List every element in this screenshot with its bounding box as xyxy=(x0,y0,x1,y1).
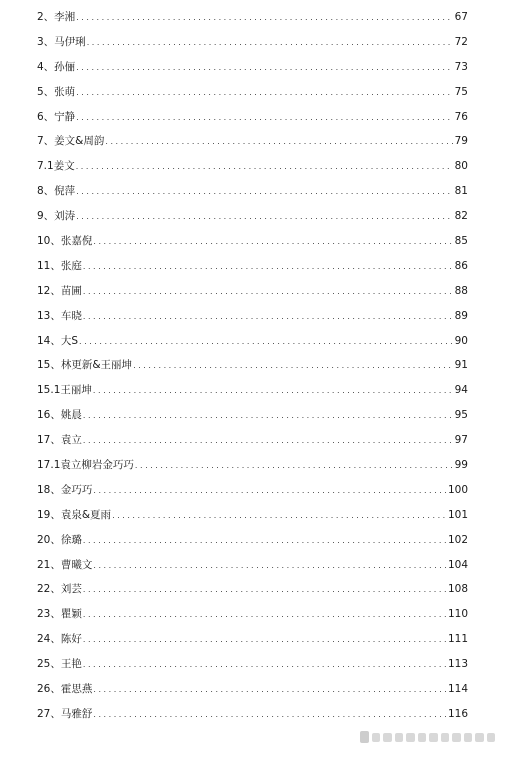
toc-dot-leader xyxy=(83,310,453,324)
toc-page-number: 73 xyxy=(454,60,468,73)
toc-entry-title: 17、袁立 xyxy=(37,434,82,447)
toc-entry[interactable] xyxy=(37,483,468,508)
watermark-glyph xyxy=(464,733,472,742)
toc-page-number: 108 xyxy=(447,583,468,596)
toc-entry[interactable] xyxy=(37,309,468,334)
toc-entry[interactable] xyxy=(37,10,468,35)
toc-page-number: 110 xyxy=(447,608,468,621)
toc-page-number: 67 xyxy=(454,11,468,23)
toc-entry-title: 18、金巧巧 xyxy=(37,483,93,496)
toc-page-number: 88 xyxy=(454,284,468,297)
toc-entry-title: 6、宁静 xyxy=(37,110,76,123)
toc-entry[interactable] xyxy=(37,582,468,607)
toc-dot-leader xyxy=(93,708,446,722)
toc-entry-title: 15.1王丽坤 xyxy=(37,384,92,397)
watermark-glyph xyxy=(487,733,495,742)
toc-entry[interactable] xyxy=(37,284,468,309)
toc-page-number: 85 xyxy=(454,235,468,248)
toc-dot-leader xyxy=(83,534,446,548)
toc-entry[interactable] xyxy=(37,632,468,657)
toc-entry-title: 14、大S xyxy=(37,334,79,347)
watermark xyxy=(358,729,500,745)
toc-entry[interactable] xyxy=(37,110,468,135)
toc-dot-leader xyxy=(83,658,446,672)
toc-entry-title: 27、马雅舒 xyxy=(37,707,93,720)
toc-entry[interactable] xyxy=(37,358,468,383)
table-of-contents xyxy=(37,10,468,732)
toc-page-number: 82 xyxy=(454,210,468,223)
toc-page-number: 89 xyxy=(454,309,468,322)
watermark-glyph xyxy=(429,733,438,742)
toc-entry-title: 7、姜文&周韵 xyxy=(37,135,105,148)
toc-dot-leader xyxy=(87,36,453,50)
toc-dot-leader xyxy=(83,583,446,597)
toc-page-number: 79 xyxy=(454,135,468,148)
toc-entry-title: 7.1姜文 xyxy=(37,160,75,173)
toc-entry[interactable] xyxy=(37,533,468,558)
toc-dot-leader xyxy=(105,135,452,149)
watermark-glyph xyxy=(475,733,484,742)
toc-entry[interactable] xyxy=(37,209,468,234)
toc-page-number: 116 xyxy=(447,707,468,720)
toc-dot-leader xyxy=(83,633,446,647)
toc-entry-title: 4、孙俪 xyxy=(37,60,76,73)
toc-page-number: 75 xyxy=(454,85,468,98)
toc-entry-title: 23、瞿颖 xyxy=(37,608,82,621)
toc-dot-leader xyxy=(93,384,453,398)
toc-entry-title: 19、袁泉&夏雨 xyxy=(37,508,112,521)
toc-dot-leader xyxy=(135,459,453,473)
toc-page-number: 81 xyxy=(454,185,468,198)
toc-dot-leader xyxy=(76,160,453,174)
toc-dot-leader xyxy=(83,409,453,423)
watermark-glyph xyxy=(452,733,461,742)
toc-entry-title: 13、车晓 xyxy=(37,309,82,322)
toc-dot-leader xyxy=(83,285,453,299)
toc-entry[interactable] xyxy=(37,383,468,408)
toc-page-number: 102 xyxy=(447,533,468,546)
toc-entry-title: 15、林更新&王丽坤 xyxy=(37,359,133,372)
toc-entry[interactable] xyxy=(37,433,468,458)
toc-entry-title: 12、苗圃 xyxy=(37,284,82,297)
toc-entry-title: 5、张萌 xyxy=(37,85,76,98)
toc-entry[interactable] xyxy=(37,657,468,682)
toc-entry[interactable] xyxy=(37,259,468,284)
toc-entry[interactable] xyxy=(37,682,468,707)
toc-dot-leader xyxy=(76,86,452,100)
toc-page-number: 99 xyxy=(454,459,468,472)
toc-page-number: 72 xyxy=(454,35,468,48)
toc-entry-title: 16、姚晨 xyxy=(37,409,82,422)
toc-entry-title: 24、陈好 xyxy=(37,633,82,646)
toc-entry[interactable] xyxy=(37,134,468,159)
toc-entry-title: 2、李湘 xyxy=(37,11,76,23)
toc-page-number: 91 xyxy=(454,359,468,372)
toc-entry[interactable] xyxy=(37,558,468,583)
toc-entry[interactable] xyxy=(37,607,468,632)
toc-entry[interactable] xyxy=(37,508,468,533)
toc-entry-title: 3、马伊琍 xyxy=(37,35,86,48)
toc-dot-leader xyxy=(93,683,446,697)
watermark-glyph xyxy=(418,733,426,742)
weibo-watermark-icon xyxy=(358,730,500,744)
toc-page-number: 113 xyxy=(447,658,468,671)
watermark-glyph xyxy=(441,733,449,742)
toc-dot-leader xyxy=(93,484,446,498)
watermark-glyph xyxy=(406,733,415,742)
toc-entry[interactable] xyxy=(37,458,468,483)
toc-entry-title: 11、张庭 xyxy=(37,259,82,272)
toc-dot-leader xyxy=(93,559,446,573)
toc-page-number: 86 xyxy=(454,259,468,272)
toc-entry[interactable] xyxy=(37,159,468,184)
toc-page-number: 114 xyxy=(447,683,468,696)
toc-dot-leader xyxy=(79,335,453,349)
toc-page-number: 100 xyxy=(447,483,468,496)
toc-dot-leader xyxy=(133,359,453,373)
toc-dot-leader xyxy=(76,11,452,25)
toc-entry-title: 21、曹曦文 xyxy=(37,558,93,571)
toc-entry-title: 22、刘芸 xyxy=(37,583,82,596)
toc-page-number: 95 xyxy=(454,409,468,422)
toc-dot-leader xyxy=(83,608,446,622)
toc-page-number: 101 xyxy=(447,508,468,521)
toc-entry[interactable] xyxy=(37,334,468,359)
toc-page-number: 94 xyxy=(454,384,468,397)
toc-dot-leader xyxy=(83,260,453,274)
watermark-glyph xyxy=(395,733,403,742)
toc-dot-leader xyxy=(83,434,453,448)
toc-page-number: 111 xyxy=(447,633,468,646)
toc-entry-title: 9、刘涛 xyxy=(37,210,76,223)
toc-page-number: 104 xyxy=(447,558,468,571)
toc-page-number: 76 xyxy=(454,110,468,123)
toc-entry-title: 25、王艳 xyxy=(37,658,82,671)
toc-dot-leader xyxy=(93,235,452,249)
toc-entry[interactable] xyxy=(37,234,468,259)
toc-entry-title: 26、霍思燕 xyxy=(37,683,93,696)
toc-page-number: 90 xyxy=(454,334,468,347)
watermark-glyph xyxy=(383,733,392,742)
toc-entry[interactable] xyxy=(37,60,468,85)
toc-entry-title: 20、徐璐 xyxy=(37,533,82,546)
toc-page-number: 97 xyxy=(454,434,468,447)
watermark-glyph xyxy=(360,731,369,743)
watermark-glyph xyxy=(372,733,380,742)
toc-entry[interactable] xyxy=(37,85,468,110)
toc-entry-title: 10、张嘉倪 xyxy=(37,235,93,248)
toc-dot-leader xyxy=(76,61,452,75)
toc-dot-leader xyxy=(76,185,452,199)
toc-dot-leader xyxy=(76,111,452,125)
toc-page-number: 80 xyxy=(454,160,468,173)
toc-entry-title: 17.1袁立柳岩金巧巧 xyxy=(37,459,134,472)
toc-entry-title: 8、倪萍 xyxy=(37,185,76,198)
toc-dot-leader xyxy=(76,210,452,224)
toc-dot-leader xyxy=(112,509,446,523)
toc-entry[interactable] xyxy=(37,408,468,433)
toc-entry[interactable] xyxy=(37,184,468,209)
toc-entry[interactable] xyxy=(37,35,468,60)
